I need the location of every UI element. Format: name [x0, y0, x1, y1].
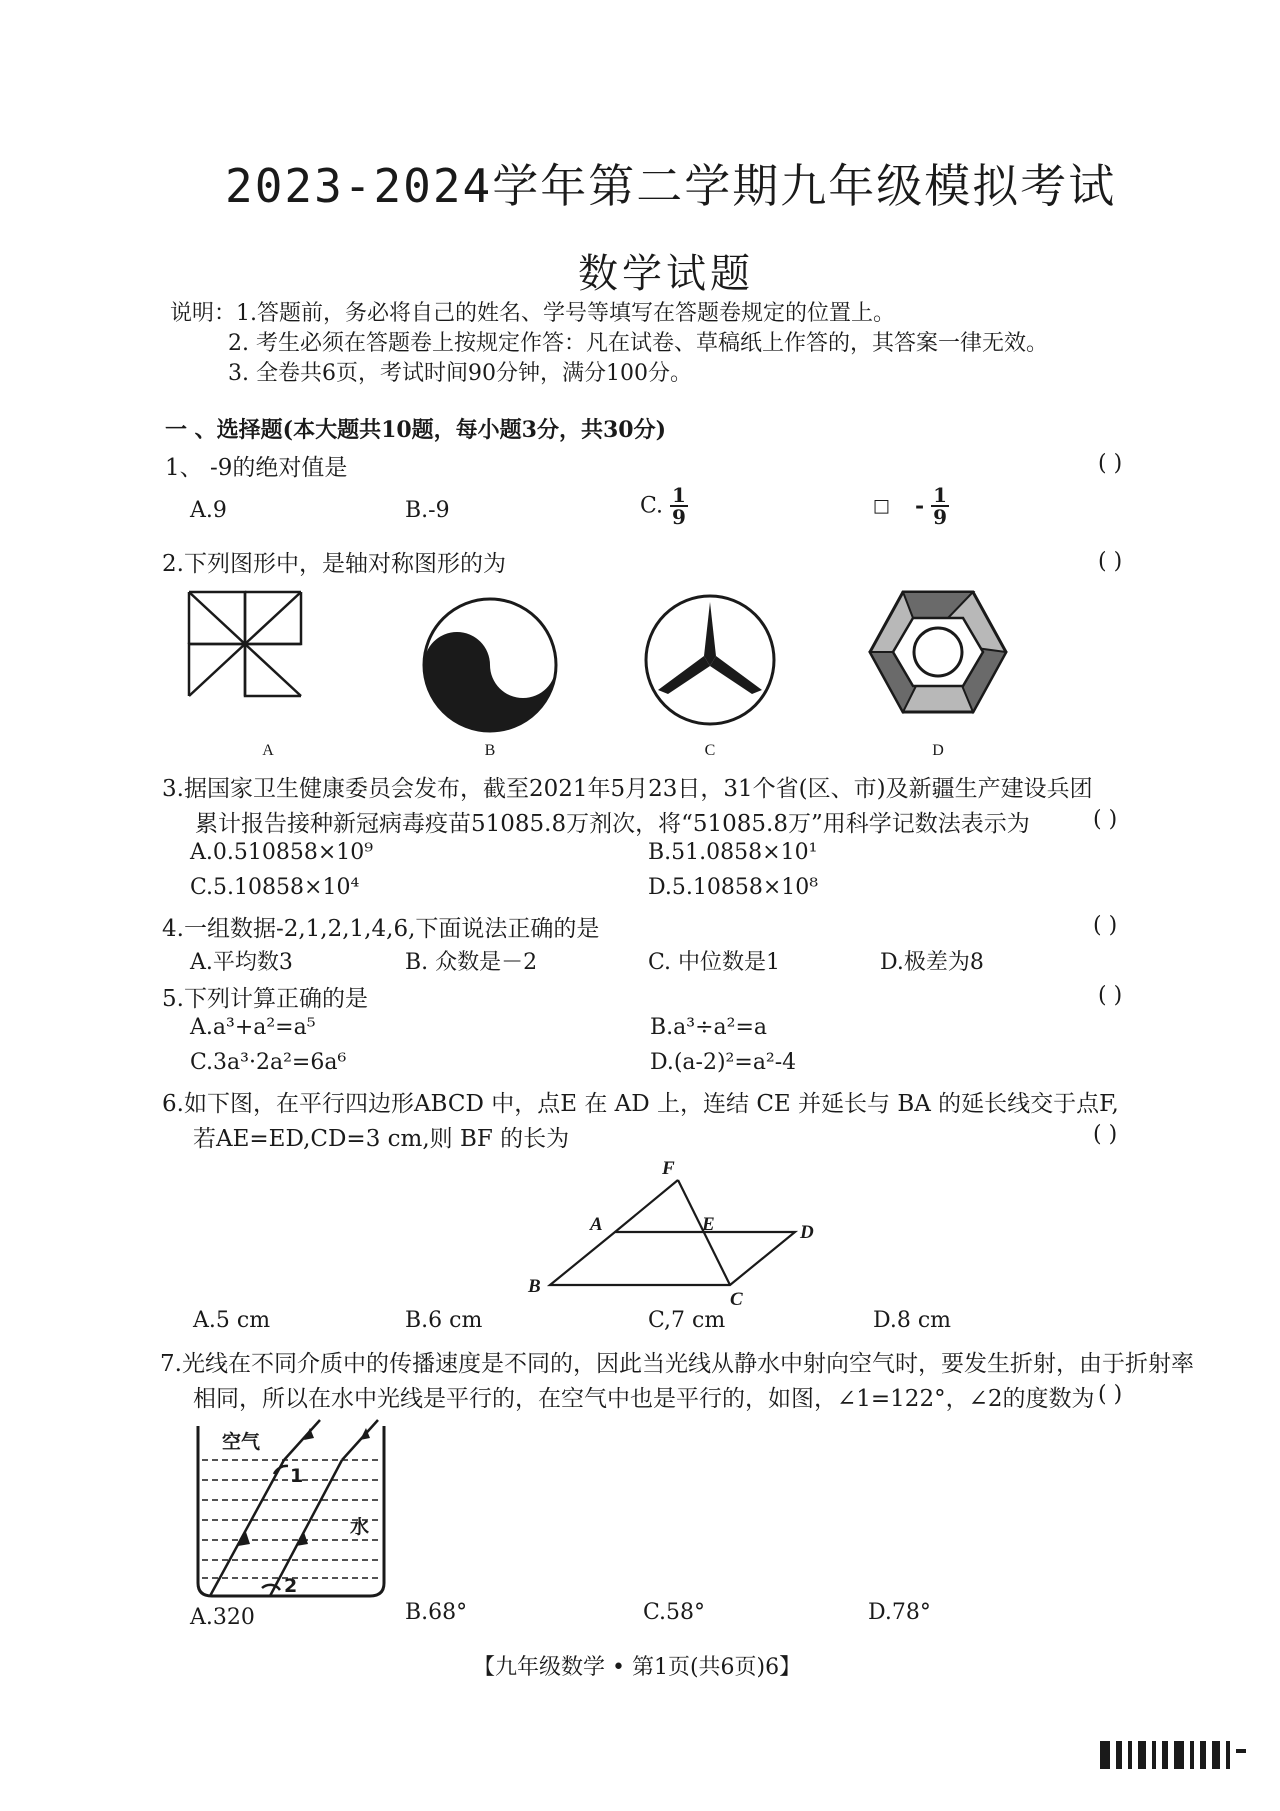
q4-option-c: C. 中位数是1	[648, 950, 781, 975]
q7-line-1: 7.光线在不同介质中的传播速度是不同的，因此当光线从静水中射向空气时，要发生折射，由于折射率	[160, 1351, 1194, 1377]
q4-option-b: B. 众数是－2	[405, 950, 538, 975]
q1-option-c-prefix: C.	[640, 493, 664, 519]
point-c: C	[730, 1289, 743, 1305]
fig-angle-1: 1	[290, 1465, 304, 1487]
q4-answer-paren: ( )	[1093, 913, 1118, 938]
page-footer: 【九年级数学 • 第1页(共6页)6】	[473, 1655, 802, 1680]
q3-line-2: 累计报告接种新冠病毒疫苗51085.8万剂次，将“51085.8万”用科学记数法表示为	[195, 811, 1030, 837]
q6-line-2: 若AE=ED,CD=3 cm,则 BF 的长为	[193, 1126, 570, 1152]
fig-air-label: 空气	[222, 1431, 261, 1453]
q2-label-b: B	[484, 742, 496, 759]
q2-figure-b-yinyang	[420, 595, 560, 735]
parallelogram-abcd	[550, 1232, 795, 1285]
note-line-2: 2. 考生必须在答题卷上按规定作答：凡在试卷、草稿纸上作答的，其答案一律无效。	[228, 331, 1048, 356]
q6-option-a: A.5 cm	[193, 1308, 271, 1333]
q1-option-a: A.9	[190, 498, 227, 523]
exam-title: 2023-2024学年第二学期九年级模拟考试	[225, 159, 1117, 213]
q2-label-c: C	[704, 742, 716, 759]
point-f: F	[662, 1158, 675, 1179]
q6-option-b: B.6 cm	[405, 1308, 483, 1333]
q1-option-d-fraction	[931, 485, 949, 527]
q2-label-a: A	[262, 742, 274, 759]
q7-option-b: B.68°	[405, 1600, 468, 1625]
q6-parallelogram-figure	[520, 1150, 820, 1305]
q3-line-1: 3.据国家卫生健康委员会发布，截至2021年5月23日，31个省(区、市)及新疆生产建设兵团	[162, 776, 1093, 802]
section-heading: 一 、选择题(本大题共10题，每小题3分，共30分)	[165, 417, 667, 443]
q7-beaker-figure	[192, 1418, 392, 1603]
q4-stem: 4.一组数据-2,1,2,1,4,6,下面说法正确的是	[162, 916, 600, 942]
q1-c-denominator: 9	[672, 505, 686, 529]
q1-option-c-fraction	[670, 485, 688, 527]
barcode-mark	[1100, 1741, 1250, 1771]
q2-figure-c-star-circle	[640, 590, 780, 730]
q6-line-1: 6.如下图，在平行四边形ABCD 中，点E 在 AD 上，连结 CE 并延长与 BA 的延长线交于点F,	[162, 1091, 1119, 1117]
point-d: D	[800, 1222, 814, 1243]
q2-label-d: D	[932, 742, 944, 759]
q5-option-d: D.(a-2)²=a²-4	[650, 1050, 797, 1075]
q7-option-d: D.78°	[868, 1600, 931, 1625]
q7-option-c: C.58°	[643, 1600, 706, 1625]
q1-d-box: □	[873, 495, 891, 517]
q3-option-a: A.0.510858×10⁹	[190, 840, 374, 865]
q2-stem: 2.下列图形中，是轴对称图形的为	[162, 551, 506, 577]
point-a: A	[590, 1214, 603, 1235]
exam-subtitle: 数学试题	[578, 251, 754, 297]
q5-option-c: C.3a³·2a²=6a⁶	[190, 1050, 347, 1075]
q2-figure-a-pinwheel	[185, 588, 305, 700]
q6-option-c: C,7 cm	[648, 1308, 726, 1333]
q1-option-d	[873, 485, 949, 527]
q1-d-denominator: 9	[933, 505, 948, 529]
q3-option-d: D.5.10858×10⁸	[648, 875, 819, 900]
point-e: E	[702, 1214, 715, 1235]
q7-answer-paren: ( )	[1098, 1382, 1123, 1407]
q5-answer-paren: ( )	[1098, 983, 1123, 1008]
q1-stem: 1、 -9的绝对值是	[165, 455, 348, 481]
q5-option-b: B.a³÷a²=a	[650, 1015, 768, 1040]
q3-option-c: C.5.10858×10⁴	[190, 875, 360, 900]
q6-answer-paren: ( )	[1093, 1122, 1118, 1147]
q4-option-d: D.极差为8	[880, 950, 984, 975]
q3-option-b: B.51.0858×10¹	[648, 840, 818, 865]
q1-option-c	[640, 485, 688, 527]
q1-answer-paren: ( )	[1098, 451, 1123, 476]
q2-answer-paren: ( )	[1098, 549, 1123, 574]
q4-option-a: A.平均数3	[190, 950, 293, 975]
q5-option-a: A.a³+a²=a⁵	[190, 1015, 316, 1040]
fig-water-label: 水	[350, 1516, 370, 1538]
q7-option-a: A.320	[190, 1605, 255, 1630]
q5-stem: 5.下列计算正确的是	[162, 986, 368, 1012]
q7-line-2: 相同，所以在水中光线是平行的，在空气中也是平行的，如图，∠1=122°，∠2的度数为	[193, 1386, 1095, 1412]
point-b: B	[528, 1276, 541, 1297]
q2-figure-d-hexagon	[868, 588, 1008, 716]
q1-option-b: B.-9	[405, 498, 450, 523]
note-line-1: 说明：1.答题前，务必将自己的姓名、学号等填写在答题卷规定的位置上。	[170, 301, 895, 326]
q3-answer-paren: ( )	[1093, 807, 1118, 832]
line-af	[615, 1180, 678, 1232]
q6-option-d: D.8 cm	[873, 1308, 952, 1333]
note-line-3: 3. 全卷共6页，考试时间90分钟，满分100分。	[228, 361, 692, 386]
q1-c-numerator: 1	[672, 483, 686, 507]
q1-d-minus: -	[915, 493, 925, 519]
q1-d-numerator: 1	[933, 483, 948, 507]
fig-angle-2: 2	[284, 1575, 298, 1597]
